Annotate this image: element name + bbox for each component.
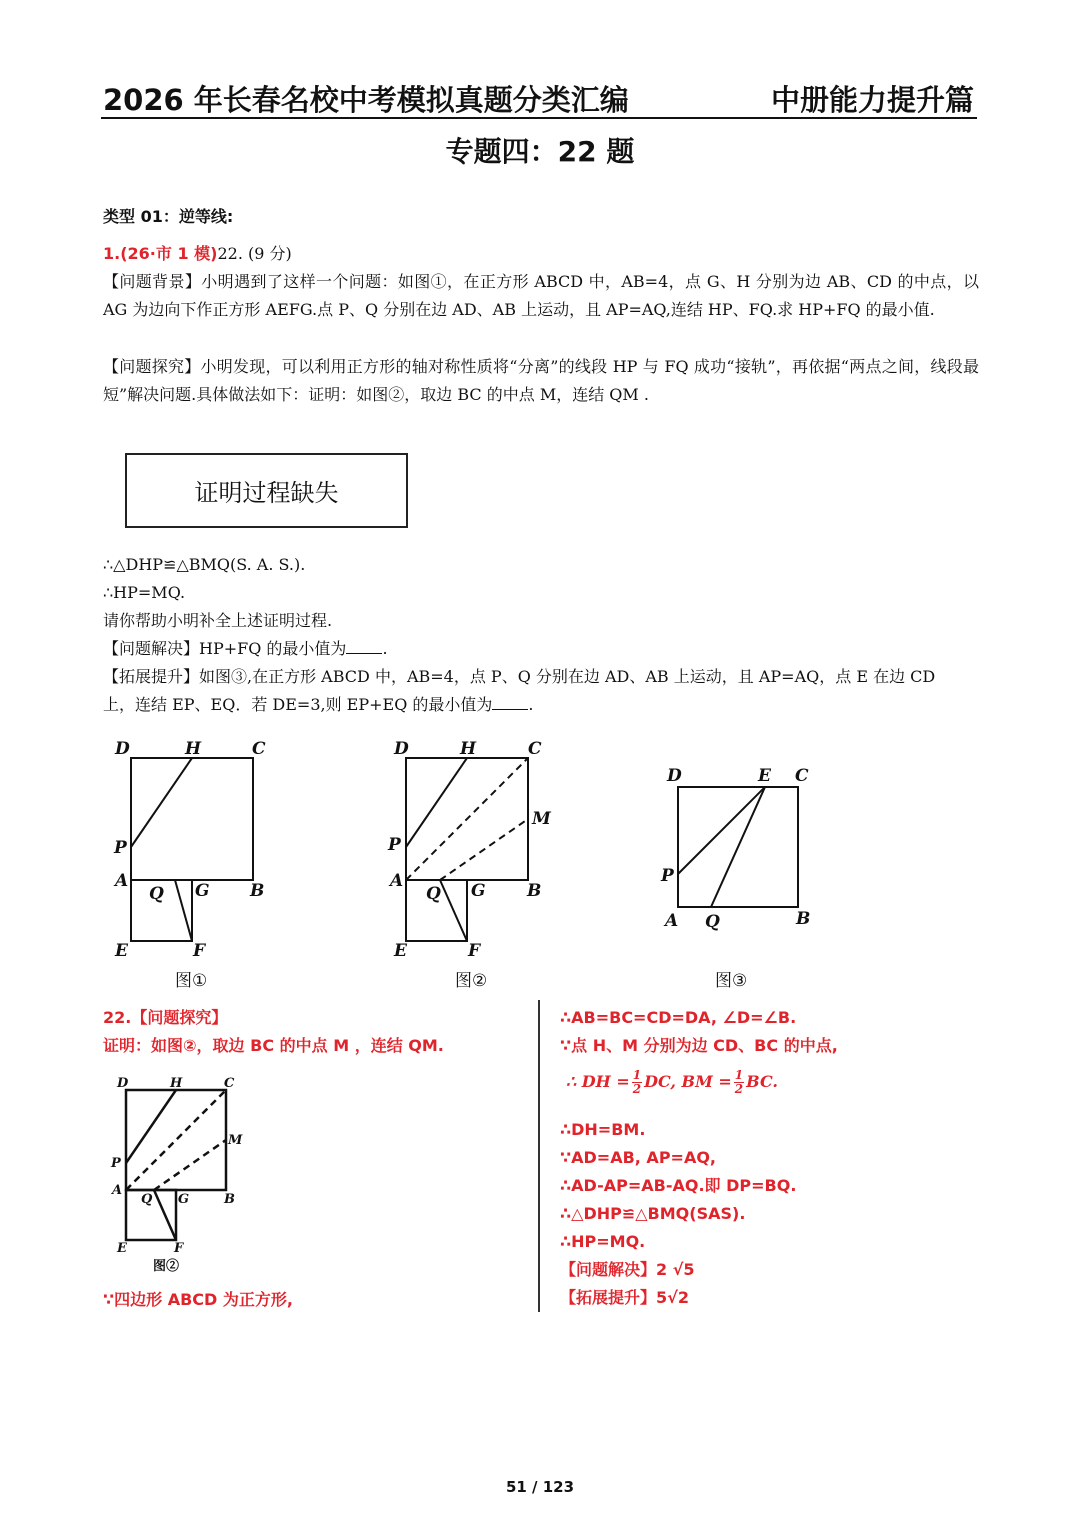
label-b: B: [224, 1192, 235, 1207]
segment-eq: [711, 787, 765, 907]
label-e: E: [117, 1241, 127, 1256]
label-d: D: [117, 1076, 129, 1091]
label-g: G: [178, 1192, 190, 1207]
problem-extend-a: 【拓展提升】如图③,在正方形 ABCD 中，AB=4，点 P、Q 分别在边 AD、AB 上运动，且 AP=AQ，点 E 在边 CD: [103, 667, 936, 686]
segment-qf: [154, 1190, 176, 1240]
label-a: A: [390, 871, 404, 891]
label-h: H: [460, 739, 477, 759]
formula-mid: DC, BM =: [644, 1072, 732, 1091]
figure-1-caption: 图①: [175, 971, 208, 991]
figure-2-caption: 图②: [455, 971, 488, 991]
fraction-2: [734, 1069, 744, 1096]
label-q: Q: [149, 884, 164, 904]
label-c: C: [795, 766, 809, 786]
answer-line-4: ∵AD=AB, AP=AQ,: [560, 1148, 717, 1167]
label-c: C: [528, 739, 542, 759]
fraction-2-num: 1: [734, 1067, 744, 1082]
solve-text: 【问题解决】HP+FQ 的最小值为: [103, 639, 347, 658]
figure-3-caption: 图③: [715, 971, 748, 991]
answer-line-7: ∴HP=MQ.: [560, 1232, 646, 1251]
label-g: G: [195, 881, 210, 901]
fraction-1: [632, 1069, 642, 1096]
label-c: C: [252, 739, 266, 759]
label-h: H: [170, 1076, 183, 1091]
label-q: Q: [705, 912, 720, 932]
header-rule: [101, 117, 977, 119]
header-right-title: 中册能力提升篇: [770, 83, 974, 117]
label-q: Q: [426, 884, 441, 904]
segment-hp: [406, 758, 467, 847]
label-e: E: [394, 941, 407, 961]
figure-2: [382, 732, 562, 962]
answer-figure-2: [108, 1070, 258, 1275]
answer-line-6: ∴△DHP≌△BMQ(SAS).: [560, 1204, 746, 1223]
segment-ep: [678, 787, 765, 874]
answer-extend-value: 5√2: [656, 1288, 689, 1307]
label-f: F: [468, 941, 481, 961]
label-f: F: [174, 1241, 184, 1256]
label-d: D: [394, 739, 409, 759]
formula-end: BC.: [746, 1072, 778, 1091]
answer-head: 22.【问题探究】: [103, 1008, 228, 1027]
question-number: [103, 240, 292, 268]
type-label: 类型 01：逆等线:: [103, 207, 234, 226]
question-score: 22. (9 分): [217, 244, 292, 263]
problem-solve: 【问题解决】HP+FQ 的最小值为 .: [103, 635, 388, 663]
segment-qm: [154, 1140, 226, 1190]
fraction-1-num: 1: [632, 1067, 642, 1082]
label-m: M: [228, 1133, 243, 1148]
label-a: A: [112, 1183, 123, 1198]
label-m: M: [532, 809, 551, 829]
segment-qf: [440, 880, 467, 941]
label-a: A: [665, 911, 679, 931]
answer-solve-value: 2 √5: [656, 1260, 695, 1279]
question-source: 1.(26·市 1 模): [103, 244, 218, 263]
proof-line-3: 请你帮助小明补全上述证明过程.: [103, 611, 333, 630]
label-d: D: [115, 739, 130, 759]
page-title: 专题四：22 题: [445, 135, 635, 168]
label-p: P: [661, 866, 674, 886]
label-b: B: [796, 909, 811, 929]
missing-proof-box: 证明过程缺失: [125, 453, 408, 528]
answer-proof-intro: 证明：如图②，取边 BC 的中点 M ，连结 QM.: [103, 1036, 444, 1055]
answer-line-5: ∴AD-AP=AB-AQ.即 DP=BQ.: [560, 1176, 797, 1195]
label-b: B: [527, 881, 542, 901]
formula-prefix: ∴ DH =: [566, 1072, 630, 1091]
answer-solve: [560, 1256, 695, 1284]
label-q: Q: [141, 1192, 153, 1207]
answer-extend-label: 【拓展提升】: [560, 1288, 657, 1307]
label-p: P: [111, 1156, 121, 1171]
problem-explore: 【问题探究】小明发现，可以利用正方形的轴对称性质将“分离”的线段 HP 与 FQ 成功“接轨”，再依据“两点之间，线段最短”解决问题.具体做法如下：证明：如图②，取边 BC 的中点 M，连结 QM .: [103, 357, 979, 404]
extend-text: 上，连结 EP、EQ．若 DE=3,则 EP+EQ 的最小值为: [103, 695, 493, 714]
answer-line-3: ∴DH=BM.: [560, 1120, 646, 1139]
label-h: H: [185, 739, 202, 759]
label-g: G: [471, 881, 486, 901]
label-e: E: [115, 941, 128, 961]
problem-background: 【问题背景】小明遇到了这样一个问题：如图①，在正方形 ABCD 中，AB=4，点 G、H 分别为边 AB、CD 的中点，以 AG 为边向下作正方形 AEFG.点 P、Q 分别在边 AD、AB 上运动，且 AP=AQ,连结 HP、FQ.求 HP+FQ 的最小值.: [103, 272, 979, 319]
figure-1: [105, 732, 285, 962]
segment-hp: [126, 1090, 176, 1163]
problem-extend-b: 上，连结 EP、EQ．若 DE=3,则 EP+EQ 的最小值为 .: [103, 691, 534, 719]
answer-left-last: ∵四边形 ABCD 为正方形,: [103, 1290, 293, 1309]
figure-3: [655, 762, 825, 942]
column-divider: [538, 1000, 540, 1312]
proof-line-1: ∴△DHP≌△BMQ(S. A. S.).: [103, 555, 306, 574]
fraction-2-den: 2: [734, 1081, 744, 1096]
label-p: P: [114, 838, 127, 858]
label-f: F: [193, 941, 206, 961]
proof-line-2: ∴HP=MQ.: [103, 583, 186, 602]
label-p: P: [388, 835, 401, 855]
segment-hp: [131, 758, 192, 847]
answer-blank: [346, 635, 382, 654]
answer-blank-2: [492, 691, 528, 710]
label-b: B: [250, 881, 265, 901]
answer-formula: [566, 1068, 778, 1096]
header-left-title: 2026 年长春名校中考模拟真题分类汇编: [103, 83, 629, 117]
answer-line-2: ∵点 H、M 分别为边 CD、BC 的中点,: [560, 1036, 838, 1055]
label-d: D: [667, 766, 682, 786]
fraction-1-den: 2: [632, 1081, 642, 1096]
answer-extend: [560, 1284, 689, 1312]
segment-qm: [440, 819, 528, 880]
label-a: A: [115, 871, 129, 891]
answer-line-1: ∴AB=BC=CD=DA, ∠D=∠B.: [560, 1008, 797, 1027]
segment-qf: [175, 880, 192, 941]
answer-figure-caption: 图②: [153, 1259, 180, 1274]
answer-solve-label: 【问题解决】: [560, 1260, 657, 1279]
page-number: 51 / 123: [505, 1478, 575, 1496]
label-e: E: [758, 766, 771, 786]
label-c: C: [224, 1076, 235, 1091]
